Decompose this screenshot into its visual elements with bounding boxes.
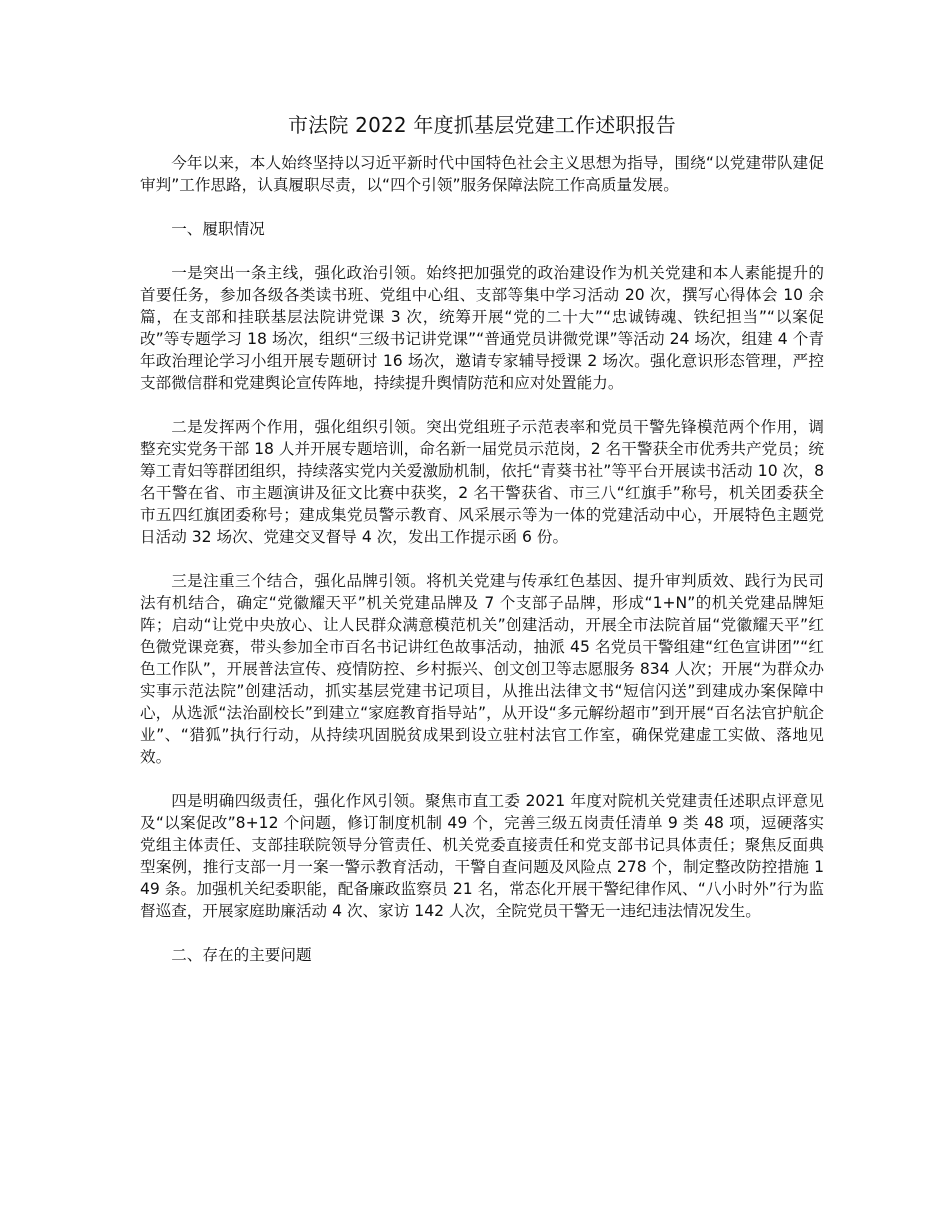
paragraph-style-leadership: 四是明确四级责任，强化作风引领。聚焦市直工委 2021 年度对院机关党建责任述职点评意见及“以案促改”8+12 个问题，修订制度机制 49 个，完善三级五岗责任清单 9 类 48 项，逗硬落实党组主体责任、支部挂联院领导分管责任、机关党委直接责任和党支部书记具体责任；聚焦反面典型案例，推行支部一月一案一警示教育活动，干警自查问题及风险点 278 个，制定整改防控措施 149 条。加强机关纪委职能，配备廉政监察员 21 名，常态化开展干警纪律作风、“八小时外”行为监督巡查，开展家庭助廉活动 4 次、家访 142 人次，全院党员干警无一违纪违法情况发生。	[140, 792, 824, 920]
document-title: 市法院 2022 年度抓基层党建工作述职报告	[287, 113, 676, 137]
intro-paragraph: 今年以来，本人始终坚持以习近平新时代中国特色社会主义思想为指导，围绕“以党建带队建促审判”工作思路，认真履职尽责，以“四个引领”服务保障法院工作高质量发展。	[140, 154, 824, 194]
document-page	[140, 110, 824, 988]
section-heading-problems: 二、存在的主要问题	[171, 946, 312, 964]
section-heading-performance: 一、履职情况	[171, 220, 265, 238]
paragraph-political-leadership: 一是突出一条主线，强化政治引领。始终把加强党的政治建设作为机关党建和本人素能提升的首要任务，参加各级各类读书班、党组中心组、支部等集中学习活动 20 次，撰写心得体会 10 余篇，在支部和挂联基层法院讲党课 3 次，统筹开展“党的二十大”“忠诚铸魂、铁纪担当”“以案促改”等专题学习 18 场次，组织“三级书记讲党课”“普通党员讲微党课”等活动 24 场次，组建 4 个青年政治理论学习小组开展专题研讨 16 场次，邀请专家辅导授课 2 场次。强化意识形态管理，严控支部微信群和党建舆论宣传阵地，持续提升舆情防范和应对处置能力。	[140, 264, 824, 392]
paragraph-brand-leadership: 三是注重三个结合，强化品牌引领。将机关党建与传承红色基因、提升审判质效、践行为民司法有机结合，确定“党徽耀天平”机关党建品牌及 7 个支部子品牌，形成“1+N”的机关党建品牌矩阵；启动“让党中央放心、让人民群众满意模范机关”创建活动，开展全市法院首届“党徽耀天平”红色微党课竞赛，带头参加全市百名书记讲红色故事活动，抽派 45 名党员干警组建“红色宣讲团”“红色工作队”，开展普法宣传、疫情防控、乡村振兴、创文创卫等志愿服务 834 人次；开展“为群众办实事示范法院”创建活动，抓实基层党建书记项目，从推出法律文书“短信闪送”到建成办案保障中心，从选派“法治副校长”到建立“家庭教育指导站”，从开设“多元解纷超市”到开展“百名法官护航企业”、“猎狐”执行行动，从持续巩固脱贫成果到设立驻村法官工作室，确保党建虚工实做、落地见效。	[140, 572, 824, 766]
paragraph-organizational-leadership: 二是发挥两个作用，强化组织引领。突出党组班子示范表率和党员干警先锋模范两个作用，调整充实党务干部 18 人并开展专题培训，命名新一届党员示范岗，2 名干警获全市优秀共产党员；统筹工青妇等群团组织，持续落实党内关爱激励机制，依托“青葵书社”等平台开展读书活动 10 次，8 名干警在省、市主题演讲及征文比赛中获奖，2 名干警获省、市三八“红旗手”称号，机关团委获全市五四红旗团委称号；建成集党员警示教育、风采展示等为一体的党建活动中心，开展特色主题党日活动 32 场次、党建交叉督导 4 次，发出工作提示函 6 份。	[140, 418, 824, 546]
